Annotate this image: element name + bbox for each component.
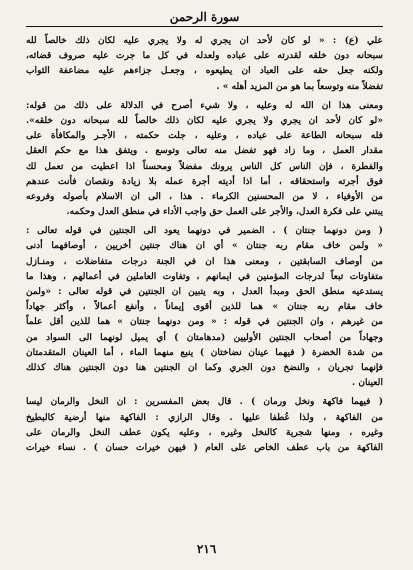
header-rule	[26, 26, 383, 27]
text-line: من الفاكهة ، ولذا عُطفا عليها . وقال الرازي : الفاكهة منها أرضية كالبطيخ	[26, 411, 383, 423]
text-line: ( فيهما فاكهة ونخل ورمان ) . قال بعض المفسرين : ان النخل والرمان ليسا	[26, 396, 383, 408]
text-line: متفاوتات تبعاً لدرجات المؤمنين في ايمانهم ، وتفاوت العاملين في أعمالهم ، وهذا ما	[26, 270, 383, 282]
text-line: يستدعيه منطق الحق ومبدأ العدل ، وبه يتبين ان الجنتين في قوله تعالى : «ولمن	[26, 286, 383, 297]
text-line: وغيره ، ومنها شجرية كالنخل وغيره ، وعليه يكون عطف النخل والرمان على	[26, 426, 383, 438]
paragraph-1	[26, 33, 383, 94]
text-line: وجهاداً من أصحاب الجنتين الأوليين (مدهامتان ) أي يميل لونهما الى السواد من	[26, 331, 383, 343]
text-line: فوق أجرته واستحقاقه ، أما اذا أديته أجرة عمله بلا زيادة ونقصان فأنت عندهم	[26, 175, 383, 187]
text-line: « ولمن خاف مقام ربه جنتان » أي ان هناك جنتين أخريين ، أوصافهما أدنى	[26, 240, 383, 252]
text-line: العينان .	[352, 377, 383, 389]
text-line: يبتني على فكرة العدل، والأجر على العمل حق واجب الأداء في منطق العدل وحكمه.	[66, 206, 383, 218]
text-line: تفضلاً منه وتوسعاً بما هو من المزيد أهله » .	[216, 80, 383, 92]
text-line: سبحانه دون خلقه لقدرته على عباده ولعدله في كل ما جرت عليه صروف قضائه،	[26, 50, 383, 62]
text-line: من شدة الخضرة ( فيهما عينان نضاختان ) ينبع منهما الماء ، أما العينان المتقدمتان	[26, 346, 383, 358]
paragraph-4	[26, 394, 383, 455]
paragraph-2	[26, 98, 383, 220]
text-line: من أوصاف السابقتين ، ومعنى هذا ان في الجنة درجات متفاضلات ، ومنـازل	[26, 255, 383, 267]
text-line: مقدار العمل ، وما زاد فهو تفضل منه تعالى وتوسع . ويتفق هذا مع حكم العقل	[26, 145, 383, 157]
text-line: فله سبحانه الطاعة على عباده ، وعليه ، جلت حكمته ، الأجـر والمكافأة على	[26, 130, 383, 142]
text-line: ومعنى هذا ان الله له وعليه ، ولا شيء أصرح في الدلالة على ذلك من قوله:	[26, 99, 383, 111]
text-line: من الأوفياء ، لا من المحسنين الكرماء . هذا ، الى ان الاسلام بأصوله وفروعه	[26, 190, 383, 202]
text-line: فإنهما تجريان ، والنضخ دون الجري وكما ان الجنتين هنا دون الجنتين هناك كذلك	[26, 361, 383, 373]
text-line: الفاكهة من باب عطف الخاص على العام ( فيهن خيرات حسان ) . نساء خيرات	[26, 441, 383, 453]
text-line: ( ومن دونهما جنتان ) . الضمير في دونهما يعود الى الجنتين في قوله تعالى :	[26, 225, 383, 237]
page-body	[26, 33, 383, 455]
text-line: «لو كان لأحد ان يجري ولا يجري عليه لكان ذلك خالصاً لله سبحانه دون خلقه».	[26, 114, 383, 126]
page-number: ٢١٦	[196, 542, 217, 556]
text-line: من غيرهم ، وان الجنتين في قوله : « ومن دونهما جنتان » هما للذين أقل علماً	[26, 316, 383, 328]
text-line: خاف مقام ربه جنتان » هما للذين أقوى إيماناً ، وأنفع أعمالاً ، وأكثر جهاداً	[26, 301, 383, 313]
page-header-title: سورة الرحمن	[169, 10, 240, 24]
text-line: والفطرة ، فإن الناس كل الناس يرونك مفضلاً ومحسناً اذا اعطيت من تعمل لك	[26, 160, 383, 172]
text-line: ولكنه جعل حقه على العباد ان يطيعوه ، وجعـل جزاءهم عليه مضاعفة الثواب	[26, 65, 383, 77]
text-line: علي (ع) : « لو كان لأحد ان يجري له ولا يجري عليه لكان ذلك خالصاً لله	[26, 35, 383, 46]
paragraph-3	[26, 223, 383, 390]
